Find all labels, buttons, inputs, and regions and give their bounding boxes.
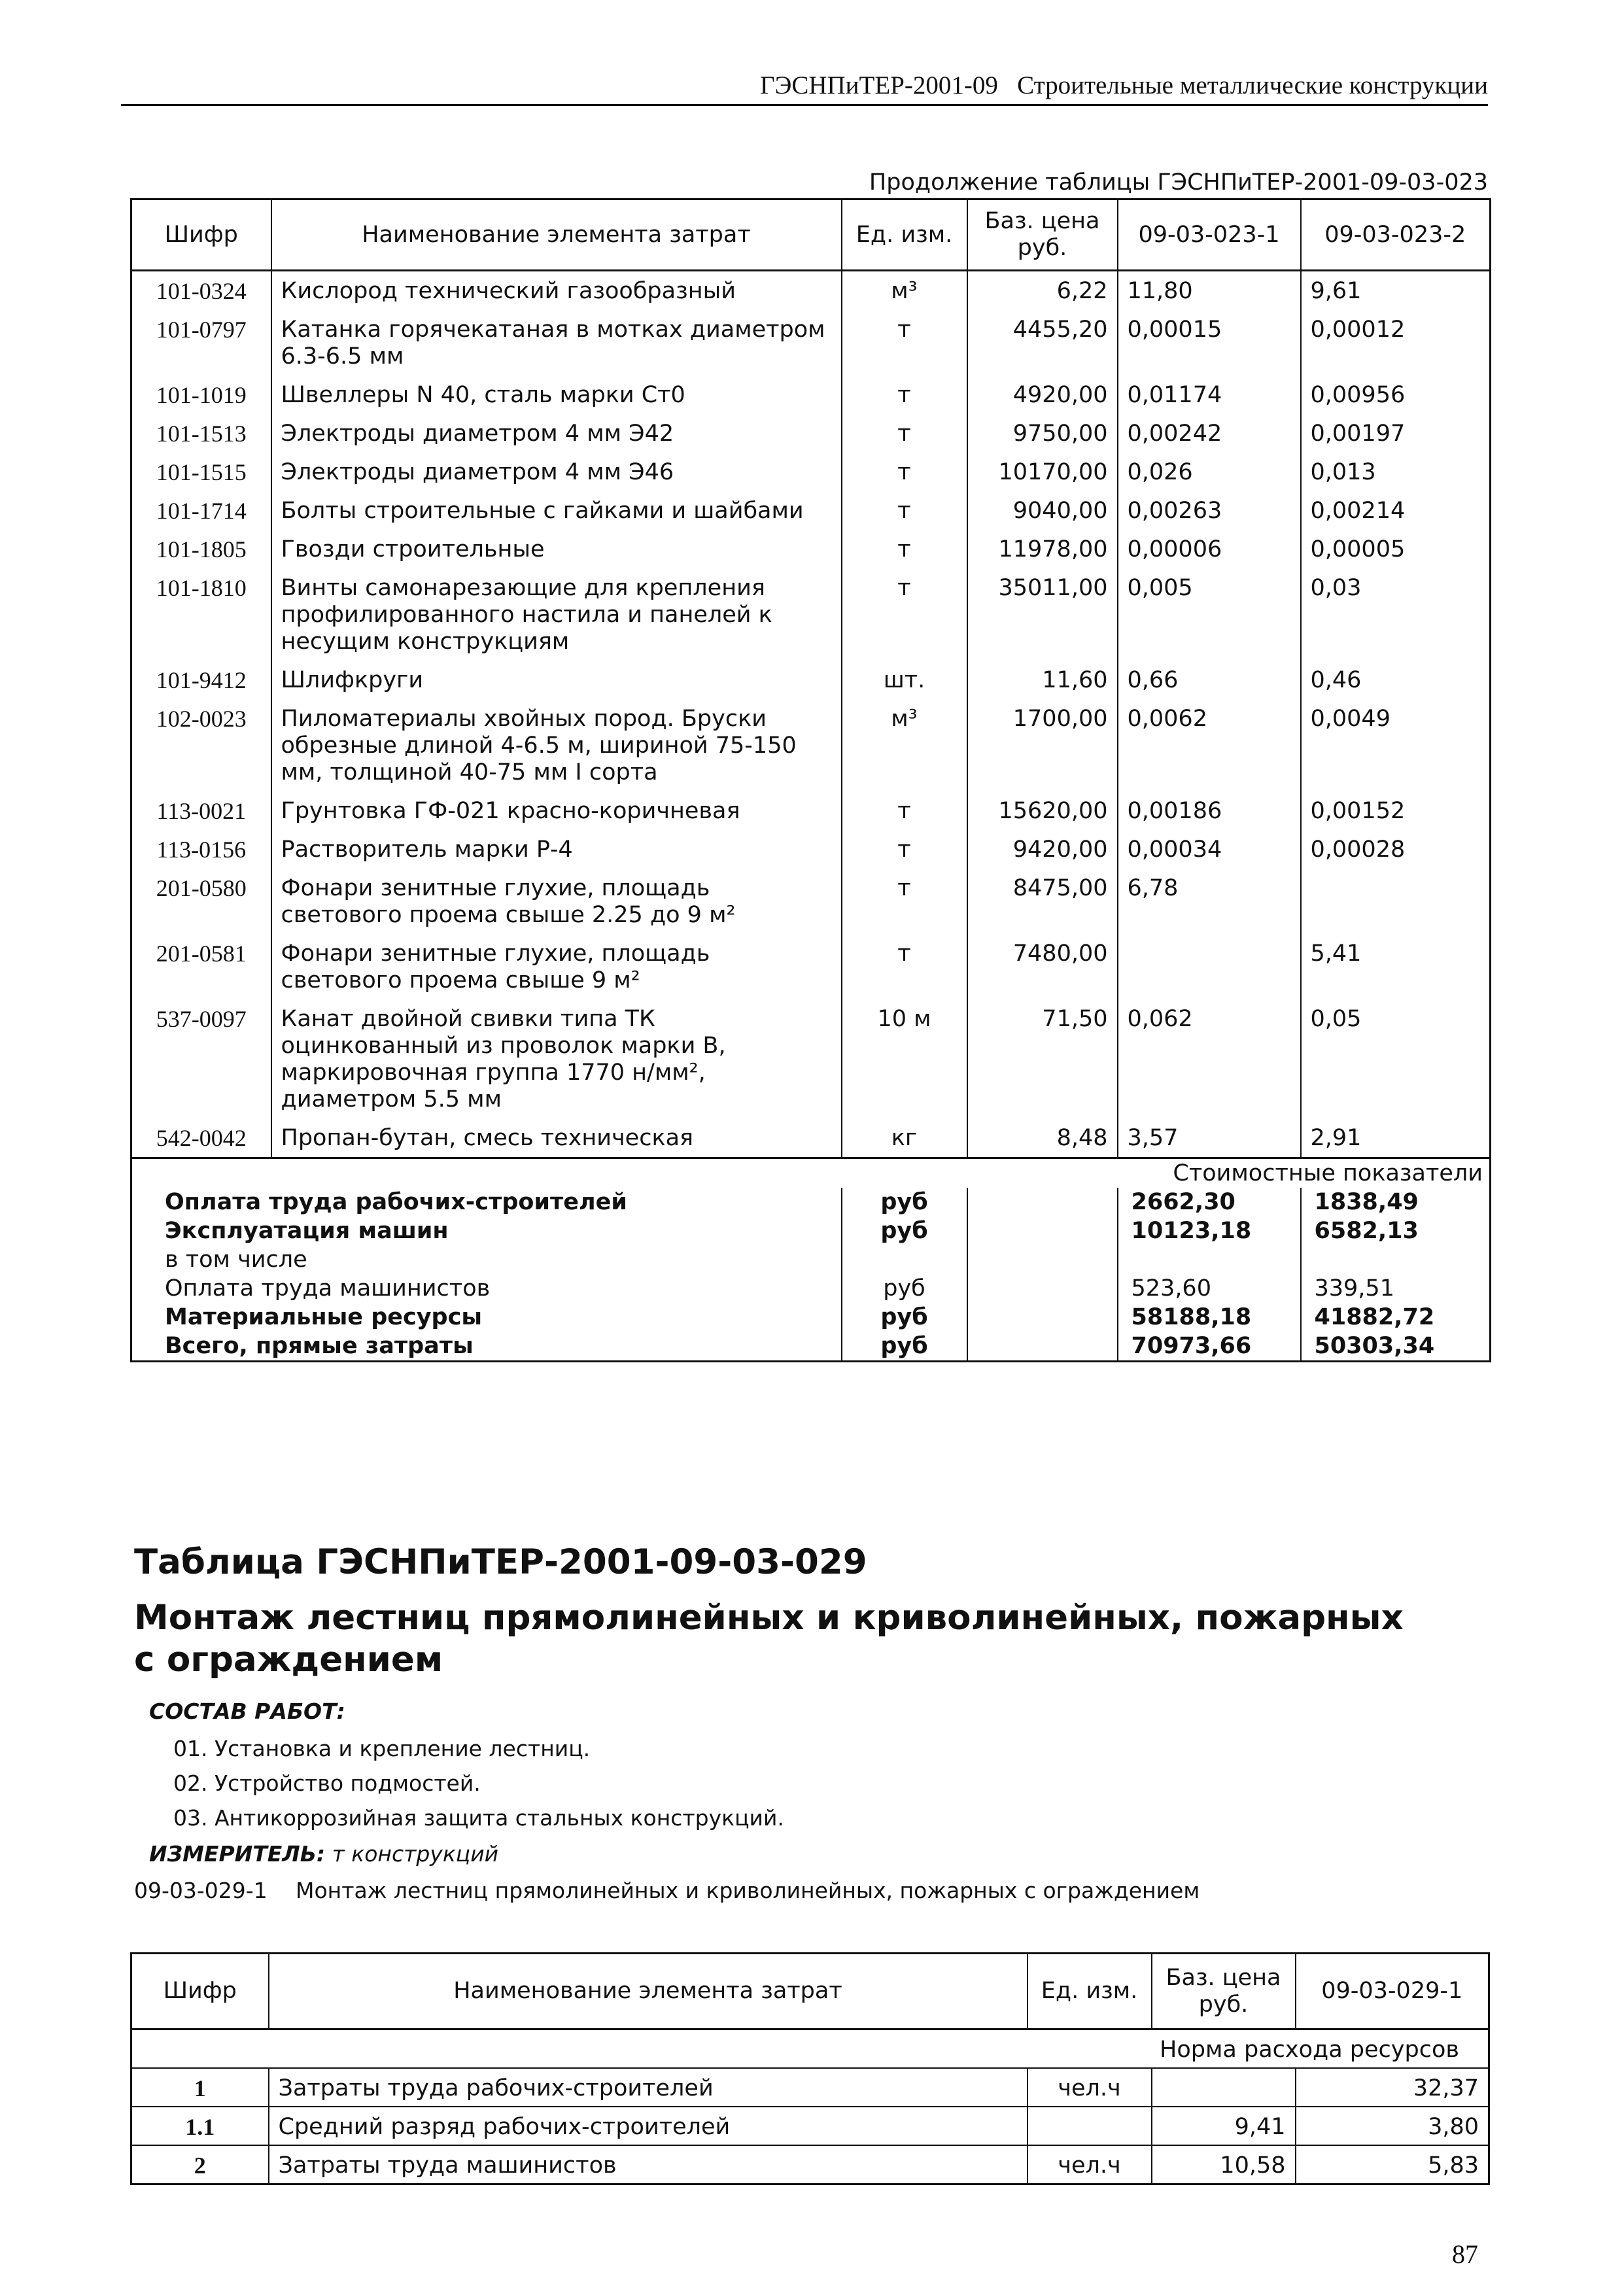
cell-price: 9750,00 <box>967 414 1118 453</box>
work-item: 01. Установка и крепление лестниц. <box>173 1736 591 1761</box>
table-row <box>131 934 1491 999</box>
col-header: Баз. цена руб. <box>967 199 1118 271</box>
table-row <box>131 453 1491 491</box>
cell-value: 6,78 <box>1118 869 1301 934</box>
work-item: 03. Антикоррозийная защита стальных конструкций. <box>173 1805 784 1831</box>
cost-value: 6582,13 <box>1301 1217 1491 1245</box>
cost-row <box>131 1274 1491 1303</box>
cell-unit: кг <box>842 1118 967 1158</box>
cell-value: 11,80 <box>1118 271 1301 311</box>
cell-code: 537-0097 <box>131 999 271 1118</box>
cell-unit: шт. <box>842 661 967 699</box>
cost-label: Всего, прямые затраты <box>165 1333 474 1359</box>
cell-unit: м³ <box>842 271 967 311</box>
col-header: Ед. изм. <box>842 199 967 271</box>
item-desc: Монтаж лестниц прямолинейных и криволинейных, пожарных с ограждением <box>296 1878 1200 1903</box>
cost-unit <box>842 1245 967 1274</box>
cell-unit: 10 м <box>842 999 967 1118</box>
cost-label: Эксплуатация машин <box>165 1218 449 1244</box>
cell-price: 8,48 <box>967 1118 1118 1158</box>
cell-value: 0,00186 <box>1118 791 1301 830</box>
cell-code: 101-1019 <box>131 375 271 414</box>
cost-value: 10123,18 <box>1118 1217 1301 1245</box>
cost-row <box>131 1332 1491 1362</box>
section-title: Стоимостные показатели <box>131 1158 1491 1188</box>
cell-unit: т <box>842 869 967 934</box>
sostav-label: СОСТАВ РАБОТ: <box>149 1699 345 1724</box>
col-header: 09-03-023-2 <box>1301 199 1491 271</box>
cell-value: 9,61 <box>1301 271 1491 311</box>
cell-value: 0,005 <box>1118 568 1301 661</box>
cost-label: Оплата труда рабочих-строителей <box>165 1189 627 1215</box>
cell-value: 0,00015 <box>1118 310 1301 375</box>
cost-price <box>967 1332 1118 1362</box>
cell-name: Пропан-бутан, смесь техническая <box>271 1118 842 1158</box>
cost-value: 41882,72 <box>1301 1303 1491 1332</box>
cell-value: 0,00242 <box>1118 414 1301 453</box>
cell-unit: т <box>842 375 967 414</box>
item-line <box>134 1878 1200 1903</box>
cell-price: 8475,00 <box>967 869 1118 934</box>
cell-unit: т <box>842 530 967 568</box>
cell-code: 201-0580 <box>131 869 271 934</box>
table-row <box>131 869 1491 934</box>
table-header-row <box>131 1954 1489 2029</box>
cell-value: 2,91 <box>1301 1118 1491 1158</box>
cell-price: 9420,00 <box>967 830 1118 869</box>
cell-name: Швеллеры N 40, сталь марки Ст0 <box>271 375 842 414</box>
cell-price: 11978,00 <box>967 530 1118 568</box>
table-row <box>131 791 1491 830</box>
cost-row <box>131 1217 1491 1245</box>
col-header: 09-03-023-1 <box>1118 199 1301 271</box>
cell-value: 0,062 <box>1118 999 1301 1118</box>
cost-label: в том числе <box>165 1247 307 1273</box>
cell-price <box>1152 2068 1296 2107</box>
cell-unit: т <box>842 414 967 453</box>
cost-row <box>131 1303 1491 1332</box>
cell-code: 542-0042 <box>131 1118 271 1158</box>
cost-value: 2662,30 <box>1118 1188 1301 1217</box>
cell-code: 1.1 <box>131 2107 269 2145</box>
cost-value: 523,60 <box>1118 1274 1301 1303</box>
table-row <box>131 830 1491 869</box>
cell-code: 2 <box>131 2145 269 2184</box>
table-row <box>131 699 1491 791</box>
cell-name: Болты строительные с гайками и шайбами <box>271 491 842 530</box>
izmeritel <box>149 1841 498 1867</box>
cost-value <box>1301 1245 1491 1274</box>
cell-code: 101-1714 <box>131 491 271 530</box>
table-row <box>131 999 1491 1118</box>
cell-price: 9040,00 <box>967 491 1118 530</box>
cell-code: 101-1805 <box>131 530 271 568</box>
col-header: Наименование элемента затрат <box>271 199 842 271</box>
resources-table-029 <box>130 1952 1490 2185</box>
cell-code: 101-9412 <box>131 661 271 699</box>
table-row <box>131 661 1491 699</box>
cell-value: 0,66 <box>1118 661 1301 699</box>
cell-unit: м³ <box>842 699 967 791</box>
cell-code: 101-0797 <box>131 310 271 375</box>
resources-body <box>131 271 1491 1158</box>
table-name: Монтаж лестниц прямолинейных и криволинейных, пожарных с ограждением <box>134 1598 1404 1680</box>
cell-name: Канат двойной свивки типа ТК оцинкованный из проволок марки В, маркировочная группа 1770 н/мм², диаметром 5.5 мм <box>271 999 842 1118</box>
section-title: Норма расхода ресурсов <box>131 2029 1489 2069</box>
table-row <box>131 2145 1489 2184</box>
cell-name: Пиломатериалы хвойных пород. Бруски обрезные длиной 4-6.5 м, шириной 75-150 мм, толщиной 40-75 мм I сорта <box>271 699 842 791</box>
cell-code: 102-0023 <box>131 699 271 791</box>
cell-value: 0,00152 <box>1301 791 1491 830</box>
cell-price: 10170,00 <box>967 453 1118 491</box>
section-header-row <box>131 1158 1491 1188</box>
cell-value: 0,00012 <box>1301 310 1491 375</box>
cell-unit: т <box>842 491 967 530</box>
cell-code: 113-0156 <box>131 830 271 869</box>
table-row <box>131 568 1491 661</box>
cost-price <box>967 1274 1118 1303</box>
cost-value <box>1118 1245 1301 1274</box>
cell-name: Шлифкруги <box>271 661 842 699</box>
cost-label: Оплата труда машинистов <box>165 1275 491 1302</box>
cell-value: 3,57 <box>1118 1118 1301 1158</box>
table-row <box>131 414 1491 453</box>
cell-value: 0,013 <box>1301 453 1491 491</box>
cell-value <box>1301 869 1491 934</box>
cell-price: 15620,00 <box>967 791 1118 830</box>
cell-value: 0,00263 <box>1118 491 1301 530</box>
cell-unit: т <box>842 568 967 661</box>
cost-indicators <box>131 1158 1491 1362</box>
page-number: 87 <box>1452 2239 1478 2269</box>
cell-value: 0,00034 <box>1118 830 1301 869</box>
cell-value: 0,0062 <box>1118 699 1301 791</box>
cell-value: 0,05 <box>1301 999 1491 1118</box>
cell-name: Фонари зенитные глухие, площадь светового проема свыше 9 м² <box>271 934 842 999</box>
cell-code: 1 <box>131 2068 269 2107</box>
item-code: 09-03-029-1 <box>134 1878 268 1903</box>
cell-unit: чел.ч <box>1028 2145 1152 2184</box>
cell-value: 0,01174 <box>1118 375 1301 414</box>
col-header: Шифр <box>131 199 271 271</box>
cell-unit: т <box>842 453 967 491</box>
cell-price: 4920,00 <box>967 375 1118 414</box>
cell-value: 5,83 <box>1296 2145 1489 2184</box>
cost-price <box>967 1217 1118 1245</box>
cell-value: 3,80 <box>1296 2107 1489 2145</box>
cell-name: Катанка горячекатаная в мотках диаметром 6.3-6.5 мм <box>271 310 842 375</box>
cell-unit: чел.ч <box>1028 2068 1152 2107</box>
table-row <box>131 491 1491 530</box>
cell-value: 32,37 <box>1296 2068 1489 2107</box>
cell-price: 6,22 <box>967 271 1118 311</box>
table-row <box>131 530 1491 568</box>
cell-value: 5,41 <box>1301 934 1491 999</box>
izmeritel-label: ИЗМЕРИТЕЛЬ: <box>149 1841 326 1867</box>
cell-name: Растворитель марки Р-4 <box>271 830 842 869</box>
cell-value: 0,03 <box>1301 568 1491 661</box>
table-row <box>131 375 1491 414</box>
cell-name: Грунтовка ГФ-021 красно-коричневая <box>271 791 842 830</box>
cell-price: 11,60 <box>967 661 1118 699</box>
cell-value: 0,00197 <box>1301 414 1491 453</box>
table-title: Таблица ГЭСНПиТЕР-2001-09-03-029 <box>134 1542 867 1582</box>
table-row <box>131 2107 1489 2145</box>
cell-value: 0,0049 <box>1301 699 1491 791</box>
table-row <box>131 310 1491 375</box>
cell-code: 101-1513 <box>131 414 271 453</box>
table-row <box>131 1118 1491 1158</box>
header-title: Строительные металлические конструкции <box>1017 71 1488 99</box>
cost-unit: руб <box>842 1332 967 1362</box>
cell-value: 0,026 <box>1118 453 1301 491</box>
cost-unit: руб <box>842 1217 967 1245</box>
cell-code: 113-0021 <box>131 791 271 830</box>
cell-value: 0,00214 <box>1301 491 1491 530</box>
cost-value: 58188,18 <box>1118 1303 1301 1332</box>
cost-value: 1838,49 <box>1301 1188 1491 1217</box>
cell-price: 10,58 <box>1152 2145 1296 2184</box>
izmeritel-value: т конструкций <box>332 1841 499 1867</box>
cell-name: Электроды диаметром 4 мм Э46 <box>271 453 842 491</box>
cell-value: 0,46 <box>1301 661 1491 699</box>
running-header <box>121 71 1488 100</box>
cost-row <box>131 1245 1491 1274</box>
cell-price: 71,50 <box>967 999 1118 1118</box>
table-row <box>131 271 1491 311</box>
resources-table-023 <box>130 198 1491 1362</box>
cell-name: Затраты труда машинистов <box>269 2145 1028 2184</box>
cell-price: 9,41 <box>1152 2107 1296 2145</box>
cost-price <box>967 1245 1118 1274</box>
col-header: Шифр <box>131 1954 269 2029</box>
cell-name: Фонари зенитные глухие, площадь светового проема свыше 2.25 до 9 м² <box>271 869 842 934</box>
cell-name: Средний разряд рабочих-строителей <box>269 2107 1028 2145</box>
cell-value: 0,00005 <box>1301 530 1491 568</box>
cell-code: 201-0581 <box>131 934 271 999</box>
cell-unit <box>1028 2107 1152 2145</box>
cell-unit: т <box>842 830 967 869</box>
cost-price <box>967 1188 1118 1217</box>
cell-price: 35011,00 <box>967 568 1118 661</box>
col-header: 09-03-029-1 <box>1296 1954 1489 2029</box>
header-rule <box>121 104 1488 106</box>
cell-name: Затраты труда рабочих-строителей <box>269 2068 1028 2107</box>
table-row <box>131 2068 1489 2107</box>
header-code: ГЭСНПиТЕР-2001-09 <box>760 71 998 99</box>
cell-value: 0,00006 <box>1118 530 1301 568</box>
cell-price: 1700,00 <box>967 699 1118 791</box>
cell-code: 101-1515 <box>131 453 271 491</box>
cell-name: Винты самонарезающие для крепления профилированного настила и панелей к несущим конструкциям <box>271 568 842 661</box>
cost-value: 50303,34 <box>1301 1332 1491 1362</box>
continuation-caption: Продолжение таблицы ГЭСНПиТЕР-2001-09-03-023 <box>869 169 1488 196</box>
cost-unit: руб <box>842 1188 967 1217</box>
cell-name: Кислород технический газообразный <box>271 271 842 311</box>
cell-price: 7480,00 <box>967 934 1118 999</box>
cell-code: 101-1810 <box>131 568 271 661</box>
cost-value: 70973,66 <box>1118 1332 1301 1362</box>
cost-unit: руб <box>842 1303 967 1332</box>
table-header-row <box>131 199 1491 271</box>
col-header: Наименование элемента затрат <box>269 1954 1028 2029</box>
cell-price: 4455,20 <box>967 310 1118 375</box>
cell-value: 0,00028 <box>1301 830 1491 869</box>
section-header-row <box>131 2029 1489 2069</box>
cell-unit: т <box>842 310 967 375</box>
col-header: Баз. цена руб. <box>1152 1954 1296 2029</box>
cost-label: Материальные ресурсы <box>165 1304 482 1330</box>
cell-name: Гвозди строительные <box>271 530 842 568</box>
norms-body <box>131 2029 1489 2184</box>
cost-price <box>967 1303 1118 1332</box>
cost-row <box>131 1188 1491 1217</box>
col-header: Ед. изм. <box>1028 1954 1152 2029</box>
cell-name: Электроды диаметром 4 мм Э42 <box>271 414 842 453</box>
cell-code: 101-0324 <box>131 271 271 311</box>
cell-value <box>1118 934 1301 999</box>
cell-unit: т <box>842 934 967 999</box>
work-item: 02. Устройство подмостей. <box>173 1770 481 1796</box>
cost-unit: руб <box>842 1274 967 1303</box>
cost-value: 339,51 <box>1301 1274 1491 1303</box>
cell-unit: т <box>842 791 967 830</box>
cell-value: 0,00956 <box>1301 375 1491 414</box>
